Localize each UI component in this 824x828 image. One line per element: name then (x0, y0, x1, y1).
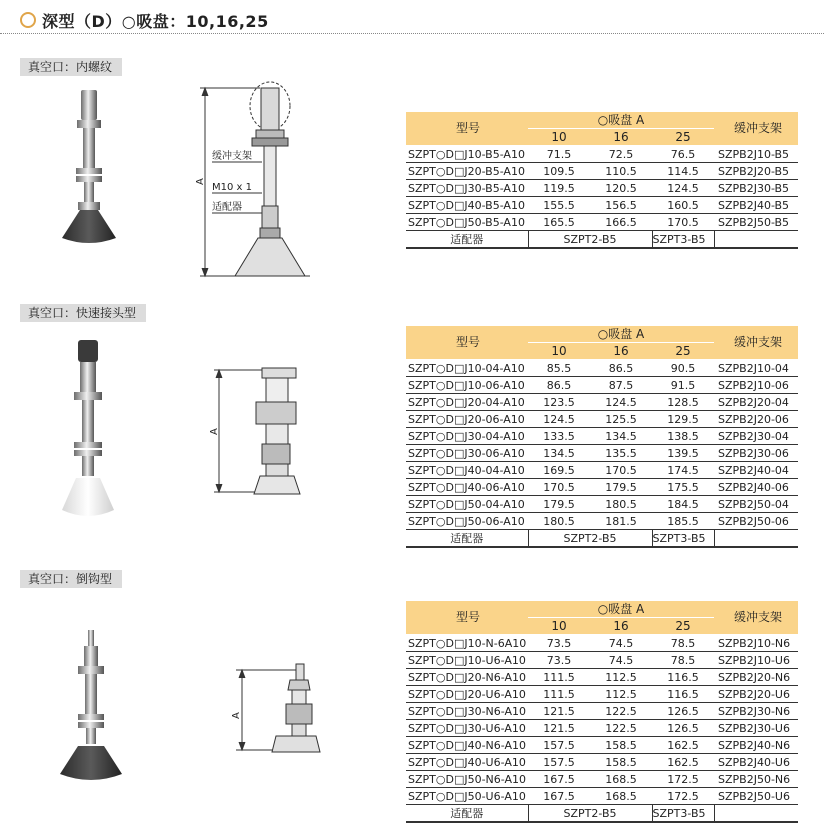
adapter-row (406, 231, 798, 249)
table-row (406, 720, 798, 737)
circle-bullet-icon (20, 12, 36, 28)
table-cell: 162.5 (652, 754, 714, 771)
buffer-label: 缓冲支架 (212, 151, 252, 162)
table-cell: SZPB2J20-B5 (714, 163, 798, 180)
table-cell: 139.5 (652, 445, 714, 462)
col-header-buffer: 缓冲支架 (714, 326, 798, 360)
table-row (406, 686, 798, 703)
spec-table-inner-thread (406, 112, 798, 249)
table-cell: 170.5 (528, 479, 590, 496)
table-cell: SZPB2J20-N6 (714, 669, 798, 686)
table-cell: SZPT3-B5 (652, 231, 714, 249)
dim-label-a: A (195, 178, 206, 185)
table-cell: 124.5 (652, 180, 714, 197)
table-cell: SZPB2J50-04 (714, 496, 798, 513)
table-cell: SZPT○D□J30-06-A10 (406, 445, 528, 462)
table-cell: 116.5 (652, 686, 714, 703)
table-cell: 135.5 (590, 445, 652, 462)
table-cell: 125.5 (590, 411, 652, 428)
table-cell: SZPT3-B5 (652, 805, 714, 823)
table-cell: SZPB2J40-N6 (714, 737, 798, 754)
table-cell: SZPT○D□J50-U6-A10 (406, 788, 528, 805)
table-cell: 78.5 (652, 652, 714, 669)
table-cell: SZPT○D□J50-06-A10 (406, 513, 528, 530)
table-cell: 78.5 (652, 635, 714, 652)
table-row (406, 411, 798, 428)
table-cell: SZPB2J30-B5 (714, 180, 798, 197)
table-cell: 170.5 (590, 462, 652, 479)
table-cell: 120.5 (590, 180, 652, 197)
table-cell: 169.5 (528, 462, 590, 479)
table-cell: 73.5 (528, 652, 590, 669)
table-cell: 167.5 (528, 771, 590, 788)
table-cell: 134.5 (528, 445, 590, 462)
dimension-diagram-inner-thread (190, 76, 310, 281)
table-cell: SZPB2J20-06 (714, 411, 798, 428)
table-cell: SZPT3-B5 (652, 530, 714, 548)
table-cell: SZPT○D□J30-04-A10 (406, 428, 528, 445)
table-cell: 74.5 (590, 635, 652, 652)
table-cell: 74.5 (590, 652, 652, 669)
table-row (406, 669, 798, 686)
table-cell: SZPB2J10-06 (714, 377, 798, 394)
table-cell: SZPB2J50-N6 (714, 771, 798, 788)
table-row (406, 635, 798, 652)
product-photo-barb (56, 628, 126, 788)
table-row (406, 737, 798, 754)
table-cell: 110.5 (590, 163, 652, 180)
table-cell (714, 805, 798, 823)
table-cell: 85.5 (528, 360, 590, 377)
col-header-pad: ○吸盘 A (528, 601, 714, 618)
table-cell: SZPB2J50-B5 (714, 214, 798, 231)
table-cell: SZPB2J40-B5 (714, 197, 798, 214)
dotted-divider (0, 33, 824, 34)
table-cell (714, 231, 798, 249)
table-cell: SZPT2-B5 (528, 530, 652, 548)
section-label-quick-connector: 真空口：快速接头型 (20, 304, 146, 322)
table-cell: 172.5 (652, 788, 714, 805)
dimension-diagram-quick-connector (204, 362, 304, 497)
table-cell: SZPB2J10-U6 (714, 652, 798, 669)
table-cell: 168.5 (590, 788, 652, 805)
spec-table-barb (406, 601, 798, 823)
table-cell: SZPB2J50-U6 (714, 788, 798, 805)
table-cell: 170.5 (652, 214, 714, 231)
table-cell: 112.5 (590, 669, 652, 686)
table-cell: 175.5 (652, 479, 714, 496)
size-header: 25 (652, 618, 714, 635)
page-title: 深型（D）○吸盘：10,16,25 (20, 9, 269, 32)
table-cell: SZPT○D□J50-B5-A10 (406, 214, 528, 231)
table-cell: 122.5 (590, 703, 652, 720)
table-cell: SZPB2J30-U6 (714, 720, 798, 737)
table-cell: 91.5 (652, 377, 714, 394)
product-photo-inner-thread (50, 88, 130, 258)
table-cell: 158.5 (590, 754, 652, 771)
table-cell: 111.5 (528, 686, 590, 703)
table-cell: 124.5 (528, 411, 590, 428)
table-row (406, 377, 798, 394)
table-cell: 185.5 (652, 513, 714, 530)
table-cell: SZPT○D□J50-N6-A10 (408, 772, 527, 786)
table-cell: 174.5 (652, 462, 714, 479)
product-photo-quick-connector (58, 338, 118, 528)
table-cell: 157.5 (528, 737, 590, 754)
table-row (406, 652, 798, 669)
table-cell: 138.5 (652, 428, 714, 445)
table-row (406, 197, 798, 214)
table-cell: SZPT○D□J20-B5-A10 (406, 163, 528, 180)
col-header-model: 型号 (406, 326, 528, 360)
table-row (406, 479, 798, 496)
table-cell: 119.5 (528, 180, 590, 197)
col-header-model: 型号 (406, 112, 528, 146)
table-cell: SZPT○D□J10-N-6A10 (408, 636, 527, 650)
table-cell: 111.5 (528, 669, 590, 686)
size-header: 16 (590, 618, 652, 635)
table-cell: SZPT○D□J10-U6-A10 (406, 652, 528, 669)
table-cell: SZPT○D□J40-N6-A10 (408, 738, 527, 752)
table-cell: SZPT○D□J40-04-A10 (406, 462, 528, 479)
table-row (406, 445, 798, 462)
table-cell: SZPT○D□J10-06-A10 (406, 377, 528, 394)
size-header: 16 (590, 343, 652, 360)
table-row (406, 214, 798, 231)
spec-table-quick-connector (406, 326, 798, 548)
table-cell: 76.5 (652, 146, 714, 163)
table-cell: 167.5 (528, 788, 590, 805)
table-cell: 180.5 (528, 513, 590, 530)
col-header-model: 型号 (406, 601, 528, 635)
table-row (406, 462, 798, 479)
size-header: 16 (590, 129, 652, 146)
table-cell: 121.5 (528, 703, 590, 720)
table-cell: SZPT○D□J20-U6-A10 (406, 686, 528, 703)
table-cell: 124.5 (590, 394, 652, 411)
adapter-label: 适配器 (212, 202, 242, 213)
size-header: 10 (528, 618, 590, 635)
col-header-pad: ○吸盘 A (528, 112, 714, 129)
table-cell: 适配器 (406, 231, 528, 249)
table-cell: 168.5 (590, 771, 652, 788)
table-cell: 134.5 (590, 428, 652, 445)
table-cell: SZPB2J40-06 (714, 479, 798, 496)
table-cell: SZPT○D□J20-06-A10 (406, 411, 528, 428)
table-cell: SZPB2J10-N6 (714, 635, 798, 652)
adapter-row (406, 805, 798, 823)
table-cell: SZPB2J40-04 (714, 462, 798, 479)
table-cell: SZPB2J30-06 (714, 445, 798, 462)
table-cell: 123.5 (528, 394, 590, 411)
table-cell: 126.5 (652, 720, 714, 737)
size-header: 10 (528, 343, 590, 360)
table-row (406, 180, 798, 197)
table-row (406, 360, 798, 377)
size-header: 25 (652, 129, 714, 146)
table-row (406, 163, 798, 180)
table-row (406, 771, 798, 788)
table-cell: SZPT○D□J20-04-A10 (406, 394, 528, 411)
table-cell: SZPT○D□J30-U6-A10 (406, 720, 528, 737)
table-cell: 128.5 (652, 394, 714, 411)
table-cell: 112.5 (590, 686, 652, 703)
table-cell: 86.5 (590, 360, 652, 377)
table-cell: 158.5 (590, 737, 652, 754)
table-row (406, 146, 798, 163)
table-row (406, 428, 798, 445)
table-cell: 87.5 (590, 377, 652, 394)
table-cell: 72.5 (590, 146, 652, 163)
section-label-inner-thread: 真空口：内螺纹 (20, 58, 122, 76)
section-label-barb: 真空口：倒钩型 (20, 570, 122, 588)
table-cell: SZPB2J10-B5 (714, 146, 798, 163)
table-cell: 179.5 (590, 479, 652, 496)
table-cell: SZPT○D□J40-B5-A10 (406, 197, 528, 214)
table-cell: 160.5 (652, 197, 714, 214)
table-cell: 162.5 (652, 737, 714, 754)
size-header: 25 (652, 343, 714, 360)
table-cell: 121.5 (528, 720, 590, 737)
dimension-diagram-barb (224, 660, 324, 755)
table-cell: 122.5 (590, 720, 652, 737)
table-cell: 181.5 (590, 513, 652, 530)
table-cell: SZPT○D□J30-B5-A10 (406, 180, 528, 197)
table-cell: 180.5 (590, 496, 652, 513)
table-cell: SZPB2J20-04 (714, 394, 798, 411)
table-cell: SZPT○D□J50-04-A10 (406, 496, 528, 513)
table-row (406, 513, 798, 530)
table-cell: SZPT○D□J40-U6-A10 (406, 754, 528, 771)
table-cell: SZPB2J50-06 (714, 513, 798, 530)
table-cell: 71.5 (528, 146, 590, 163)
table-cell: SZPT○D□J30-N6-A10 (408, 704, 527, 718)
table-cell: 184.5 (652, 496, 714, 513)
table-cell: SZPT2-B5 (528, 805, 652, 823)
table-cell: 90.5 (652, 360, 714, 377)
dim-label-a: A (231, 712, 242, 719)
size-header: 10 (528, 129, 590, 146)
table-cell: 适配器 (406, 805, 528, 823)
table-cell: 172.5 (652, 771, 714, 788)
col-header-buffer: 缓冲支架 (714, 601, 798, 635)
table-cell: 133.5 (528, 428, 590, 445)
table-cell: SZPT○D□J20-N6-A10 (408, 670, 527, 684)
table-cell: 129.5 (652, 411, 714, 428)
thread-label: M10 x 1 (212, 182, 252, 193)
col-header-buffer: 缓冲支架 (714, 112, 798, 146)
col-header-pad: ○吸盘 A (528, 326, 714, 343)
table-cell: 73.5 (528, 635, 590, 652)
table-cell: 166.5 (590, 214, 652, 231)
table-cell: 126.5 (652, 703, 714, 720)
table-row (406, 496, 798, 513)
table-cell: 114.5 (652, 163, 714, 180)
table-row (406, 788, 798, 805)
table-cell: 155.5 (528, 197, 590, 214)
table-cell: 109.5 (528, 163, 590, 180)
table-cell: 157.5 (528, 754, 590, 771)
table-cell: 86.5 (528, 377, 590, 394)
table-cell: SZPB2J10-04 (714, 360, 798, 377)
table-cell: SZPT2-B5 (528, 231, 652, 249)
adapter-row (406, 530, 798, 548)
table-cell: SZPB2J30-N6 (714, 703, 798, 720)
table-cell: 165.5 (528, 214, 590, 231)
table-cell: SZPT○D□J40-06-A10 (406, 479, 528, 496)
table-cell (714, 530, 798, 548)
table-cell: SZPB2J20-U6 (714, 686, 798, 703)
table-cell: SZPT○D□J10-04-A10 (406, 360, 528, 377)
table-cell: 156.5 (590, 197, 652, 214)
table-cell: 适配器 (406, 530, 528, 548)
table-cell: 116.5 (652, 669, 714, 686)
table-cell: SZPB2J30-04 (714, 428, 798, 445)
dim-label-a: A (209, 428, 220, 435)
table-cell: SZPT○D□J10-B5-A10 (406, 146, 528, 163)
table-cell: 179.5 (528, 496, 590, 513)
table-cell: SZPB2J40-U6 (714, 754, 798, 771)
table-row (406, 754, 798, 771)
table-row (406, 703, 798, 720)
table-row (406, 394, 798, 411)
